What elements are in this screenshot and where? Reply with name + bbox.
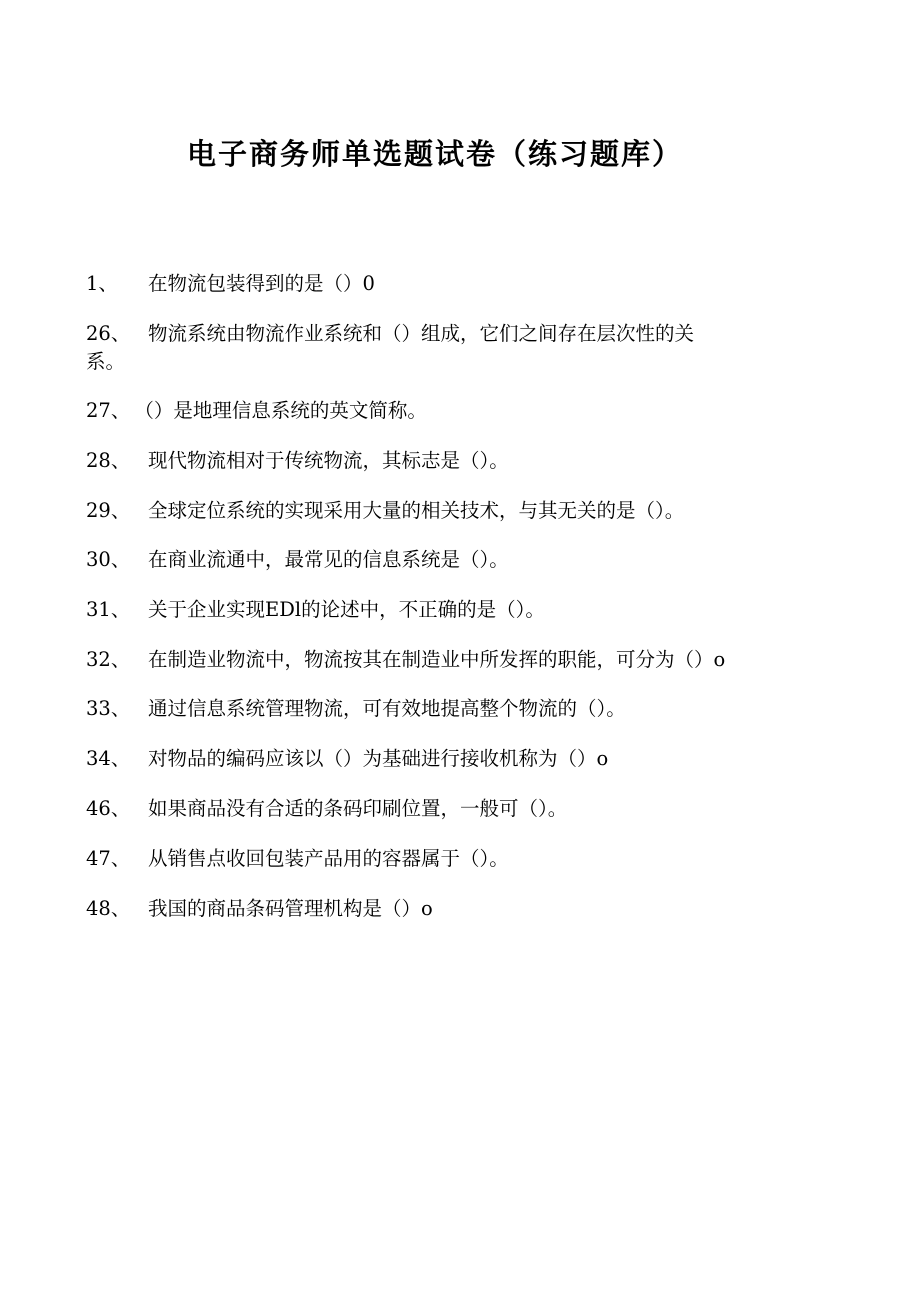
question-item [86, 497, 786, 525]
question-number: 1、 [86, 272, 118, 295]
question-number: 26、 [86, 322, 131, 345]
question-item [86, 320, 786, 376]
question-number: 27、 [86, 399, 131, 422]
question-number: 30、 [86, 548, 131, 571]
question-number: 48、 [86, 897, 131, 920]
question-text: （）是地理信息系统的英文简称。 [134, 399, 427, 422]
question-text: 在物流包装得到的是（）0 [148, 272, 375, 295]
question-text: 关于企业实现EDl的论述中，不正确的是（）。 [148, 598, 545, 621]
question-number: 29、 [86, 499, 131, 522]
question-item [86, 695, 786, 723]
question-item [86, 447, 786, 475]
question-number: 28、 [86, 449, 131, 472]
question-item [86, 270, 786, 298]
question-text: 从销售点收回包装产品用的容器属于（）。 [148, 847, 509, 870]
question-number: 47、 [86, 847, 131, 870]
question-text: 对物品的编码应该以（）为基础进行接收机称为（）o [148, 747, 609, 770]
question-item [86, 397, 786, 425]
question-item [86, 596, 786, 624]
question-text: 在制造业物流中，物流按其在制造业中所发挥的职能，可分为（）o [148, 648, 726, 671]
question-text: 通过信息系统管理物流，可有效地提高整个物流的（）。 [148, 697, 626, 720]
question-item [86, 646, 786, 674]
question-text: 现代物流相对于传统物流，其标志是（）。 [148, 449, 509, 472]
question-text: 全球定位系统的实现采用大量的相关技术，与其无关的是（）。 [148, 499, 685, 522]
question-item [86, 745, 786, 773]
question-number: 31、 [86, 598, 131, 621]
question-item [86, 795, 786, 823]
question-number: 46、 [86, 797, 131, 820]
question-text: 如果商品没有合适的条码印刷位置，一般可（）。 [148, 797, 568, 820]
question-text: 物流系统由物流作业系统和（）组成，它们之间存在层次性的关 [148, 322, 695, 345]
question-item [86, 546, 786, 574]
question-number: 33、 [86, 697, 131, 720]
question-text-continuation: 系。 [86, 350, 126, 373]
question-number: 34、 [86, 747, 131, 770]
question-text: 在商业流通中，最常见的信息系统是（）。 [148, 548, 509, 571]
question-number: 32、 [86, 648, 131, 671]
question-item [86, 895, 786, 923]
document-title: 电子商务师单选题试卷（练习题库） [186, 137, 683, 171]
question-text: 我国的商品条码管理机构是（）o [148, 897, 433, 920]
question-item [86, 845, 786, 873]
